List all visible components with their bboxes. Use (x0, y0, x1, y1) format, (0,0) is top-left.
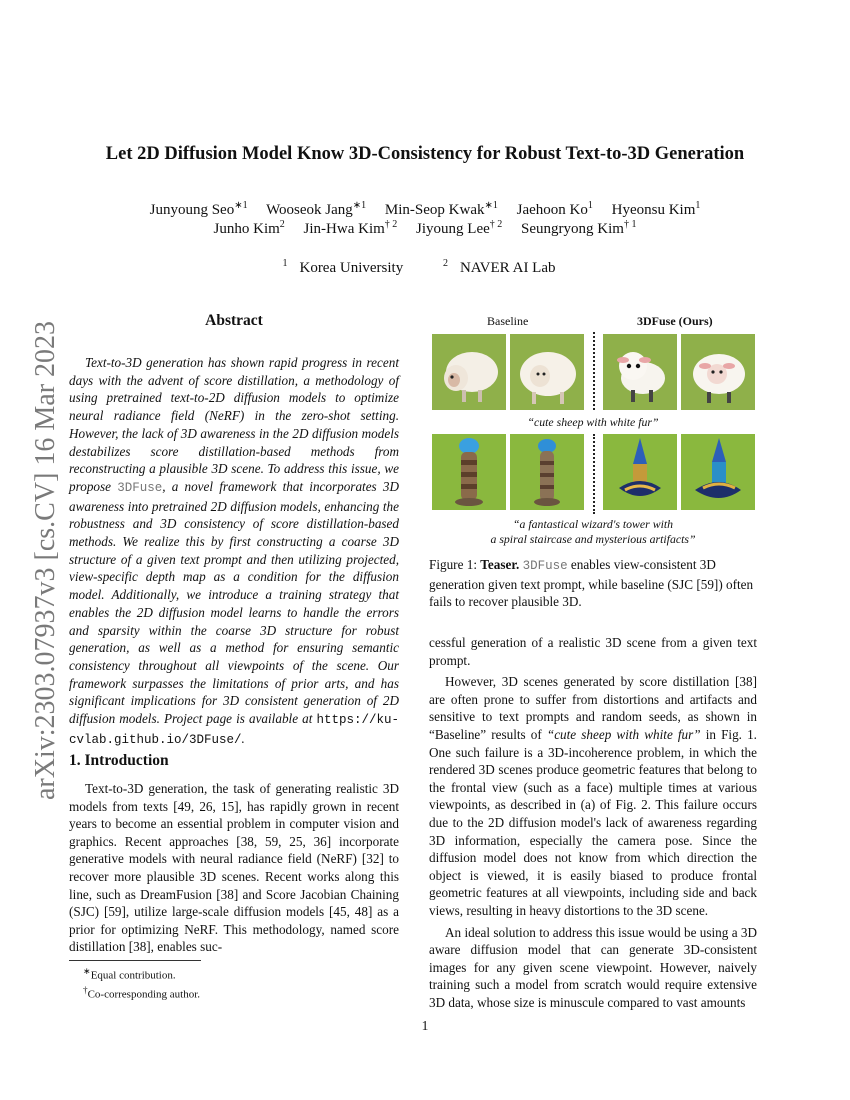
abstract-text: Text-to-3D generation has shown rapid progress in recent days with the advent of score distillation, a methodology of using pretrained text-to-2D diffusion models to optimize neural radiance field (NeRF) in the zero-shot setting. However, the lack of 3D awareness in the 2D diffusion models destabilizes score distillation-based methods from reconstructing a plausible 3D scene. To address this issue, we propose 3DFuse, a novel framework that incorporates 3D awareness into pretrained 2D diffusion models, enhancing the robustness and 3D consistency of score distillation-based methods. We realize this by first constructing a coarse 3D structure of a given text prompt and then utilizing projected, view-specific depth map as a condition for the diffusion model. Additionally, we introduce a training strategy that enables the 2D diffusion model learns to handle the errors and sparsity within the coarse 3D structure for robust generation, as well as a method for ensuring semantic consistency throughout all viewpoints of the scene. Our framework surpasses the limitations of prior arts, and has significant implications for 3D consistent generation of 2D diffusion models. Project page is available at https://ku-cvlab.github.io/3DFuse/. (69, 355, 399, 747)
intro-heading: 1. Introduction (69, 752, 169, 769)
sheep-ours-2 (681, 334, 755, 410)
author: Jin-Hwa Kim$^{\dagger 2}$ (303, 219, 398, 237)
author: Seungryong Kim$^{\dagger 1}$ (521, 219, 637, 237)
paragraph: However, 3D scenes generated by score distillation [38] are often prone to suffer from distortions and artifacts and sensitive to text prompts and random seeds, as shown in “Baseline” results of “cute sheep with white fur” in Fig. 1. One such failure is a 3D-incoherence problem, in which the rendered 3D scenes produce geometric features that belong to the frontal view (such as a face) multiple times at various viewpoints, as described in (a) of Fig. 2. This failure occurs due to the 2D diffusion model's lack of awareness regarding 3D information, especially the camera pose. Since the diffusion model does not know from which direction the object is viewed, it is easily biased to produce frontal geometric features at all viewpoints, including side and back views, resulting in heavy distortions to the 3D scene. (429, 674, 757, 918)
abstract-section (69, 312, 399, 749)
label-baseline: Baseline (487, 314, 529, 328)
project-url[interactable]: https://ku-cvlab.github.io/3DFuse/ (69, 713, 399, 747)
footnotes (69, 964, 399, 1001)
prompt-tower-1: “a fantastical wizard's tower with (512, 517, 674, 531)
authors-line-2 (60, 219, 790, 238)
author: Junho Kim$^2$ (213, 219, 285, 237)
sheep-baseline-1 (432, 334, 506, 410)
tower-baseline-1 (432, 434, 506, 510)
figure-caption: Figure 1: Teaser. 3DFuse enables view-consistent 3D generation given text prompt, while baseline (SJC [59]) often fails to recover plausible 3D. (429, 557, 754, 610)
author: Junyoung Seo$^{∗1}$ (149, 200, 248, 218)
arxiv-stamp-text: arXiv:2303.07937v3 [cs.CV] 16 Mar 2023 (30, 320, 61, 800)
sheep-ours-1 (603, 334, 677, 410)
intro-paragraph: Text-to-3D generation, the task of generating realistic 3D models from texts [49, 26, 15], has rapidly grown in recent years to become an essential problem in computer vision and graphics. Recent approaches [38, 59, 25, 36] incorporate generative models with neural radiance field (NeRF) [32] to recover more plausible 3D scenes. Recent works along this line, such as DreamFusion [38] and Score Jacobian Chaining (SJC) [59], utilize large-scale diffusion models [45, 48] as a prior for optimizing NeRF. This methodology, named score distillation [38], enables suc- (69, 781, 399, 955)
arxiv-stamp (18, 290, 64, 810)
footnote: ∗Equal contribution. (83, 966, 176, 982)
tower-baseline-2 (510, 434, 584, 510)
abstract-heading: Abstract (205, 312, 263, 329)
page-number: 1 (421, 1018, 429, 1033)
author: Jiyoung Lee$^{\dagger 2}$ (416, 219, 503, 237)
author: Wooseok Jang$^{∗1}$ (266, 200, 367, 218)
prompt-sheep: “cute sheep with white fur” (527, 415, 659, 429)
affiliation: $^2$ NAVER AI Lab (442, 258, 556, 276)
divider (593, 332, 595, 410)
label-ours: 3DFuse (Ours) (637, 314, 713, 328)
sheep-baseline-2 (510, 334, 584, 410)
author: Min-Seop Kwak$^{∗1}$ (384, 200, 498, 218)
footnote: †Co-corresponding author. (83, 984, 201, 1001)
affiliation: $^1$ Korea University (282, 258, 404, 276)
right-column-text (429, 634, 757, 1011)
authors-line-1 (60, 200, 790, 219)
method-name: 3DFuse (117, 480, 163, 495)
paragraph: An ideal solution to address this issue would be using a 3D aware diffusion model that can generate 3D-consistent images for any given scene viewpoint. However, naively training such a model from scratch would require extensive 3D data, whose size is minuscule compared to vast amounts (429, 924, 757, 1010)
footnote-rule (69, 960, 201, 961)
paper-title: Let 2D Diffusion Model Know 3D-Consistency for Robust Text-to-3D Generation (105, 144, 745, 164)
tower-ours-2 (681, 434, 755, 510)
divider (593, 434, 595, 514)
author: Jaehoon Ko$^1$ (516, 200, 593, 218)
prompt-tower-2: a spiral staircase and mysterious artifacts” (490, 532, 696, 546)
paragraph: cessful generation of a realistic 3D scene from a given text prompt. (429, 635, 757, 668)
intro-section (69, 780, 399, 956)
tower-ours-1 (603, 434, 677, 510)
affiliations (60, 258, 790, 277)
author: Hyeonsu Kim$^1$ (611, 200, 701, 218)
